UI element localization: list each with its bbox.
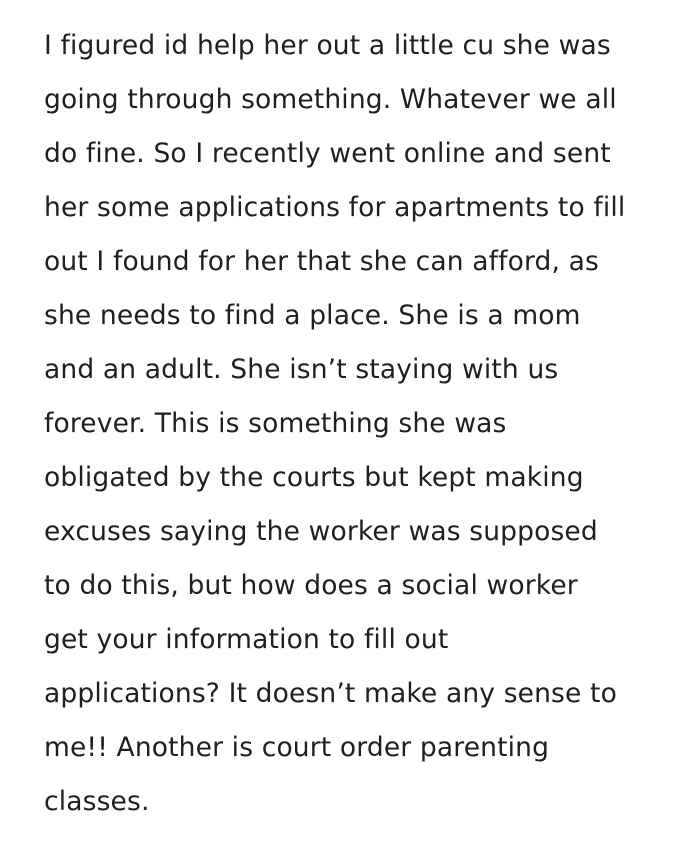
text-line: me!! Another is court order parenting (44, 732, 550, 763)
text-line: excuses saying the worker was supposed (44, 516, 598, 547)
text-line: to do this, but how does a social worker (44, 570, 578, 601)
text-line: obligated by the courts but kept making (44, 462, 584, 493)
text-line: out I found for her that she can afford, as (44, 246, 600, 277)
text-line: her some applications for apartments to fill (44, 192, 626, 223)
text-line: do fine. So I recently went online and sent (44, 138, 611, 169)
text-line: applications? It doesn’t make any sense to (44, 678, 617, 709)
text-line: she needs to find a place. She is a mom (44, 300, 581, 331)
post-body-text (44, 19, 684, 829)
text-line: get your information to fill out (44, 624, 449, 655)
text-line: forever. This is something she was (44, 408, 507, 439)
text-line: going through something. Whatever we all (44, 84, 617, 115)
text-line: classes. (44, 786, 150, 817)
text-line: I figured id help her out a little cu she was (44, 30, 611, 61)
text-line: and an adult. She isn’t staying with us (44, 354, 559, 385)
